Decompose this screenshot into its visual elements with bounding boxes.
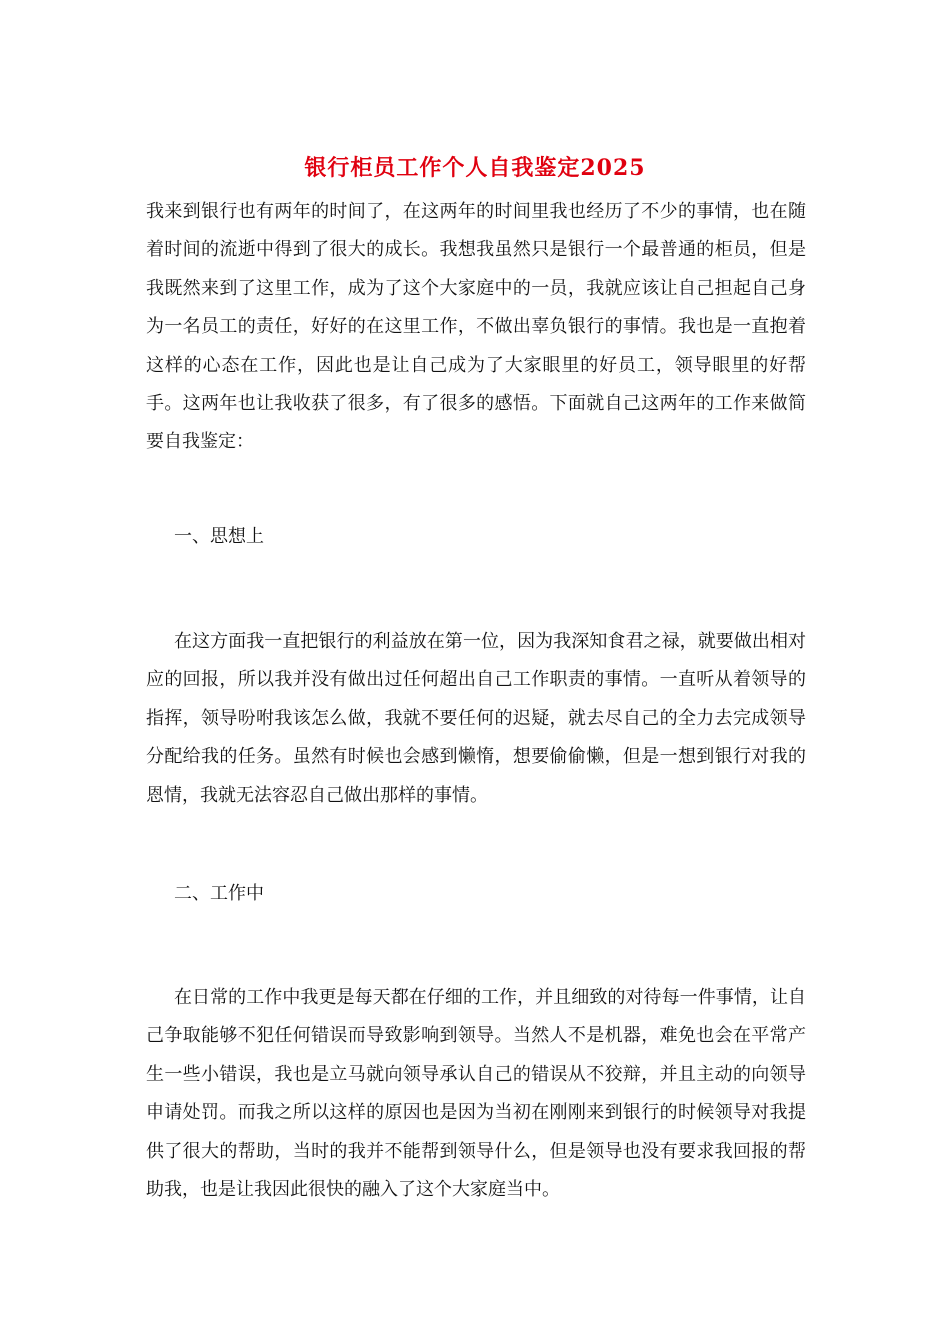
- section-body-work: 在日常的工作中我更是每天都在仔细的工作，并且细致的对待每一件事情，让自己争取能够不犯任何错误而导致影响到领导。当然人不是机器，难免也会在平常产生一些小错误，我也是立马就向领导承认自己的错误从不狡辩，并且主动的向领导申请处罚。而我之所以这样的原因也是因为当初在刚刚来到银行的时候领导对我提供了很大的帮助，当时的我并不能帮到领导什么，但是领导也没有要求我回报的帮助我，也是让我因此很快的融入了这个大家庭当中。: [146, 987, 806, 1201]
- document-title: 银行柜员工作个人自我鉴定2025: [304, 155, 646, 181]
- intro-paragraph: 我来到银行也有两年的时间了，在这两年的时间里我也经历了不少的事情，也在随着时间的流逝中得到了很大的成长。我想我虽然只是银行一个最普通的柜员，但是我既然来到了这里工作，成为了这个大家庭中的一员，我就应该让自己担起自己身为一名员工的责任，好好的在这里工作，不做出辜负银行的事情。我也是一直抱着这样的心态在工作，因此也是让自己成为了大家眼里的好员工，领导眼里的好帮手。这两年也让我收获了很多，有了很多的感悟。下面就自己这两年的工作来做简要自我鉴定：: [146, 201, 806, 453]
- section-heading-work: 二、工作中: [174, 883, 264, 904]
- section-heading-thought: 一、思想上: [174, 526, 264, 547]
- section-body-thought: 在这方面我一直把银行的利益放在第一位，因为我深知食君之禄，就要做出相对应的回报，所以我并没有做出过任何超出自己工作职责的事情。一直听从着领导的指挥，领导吩咐我该怎么做，我就不要任何的迟疑，就去尽自己的全力去完成领导分配给我的任务。虽然有时候也会感到懒惰，想要偷偷懒，但是一想到银行对我的恩情，我就无法容忍自己做出那样的事情。: [146, 631, 806, 806]
